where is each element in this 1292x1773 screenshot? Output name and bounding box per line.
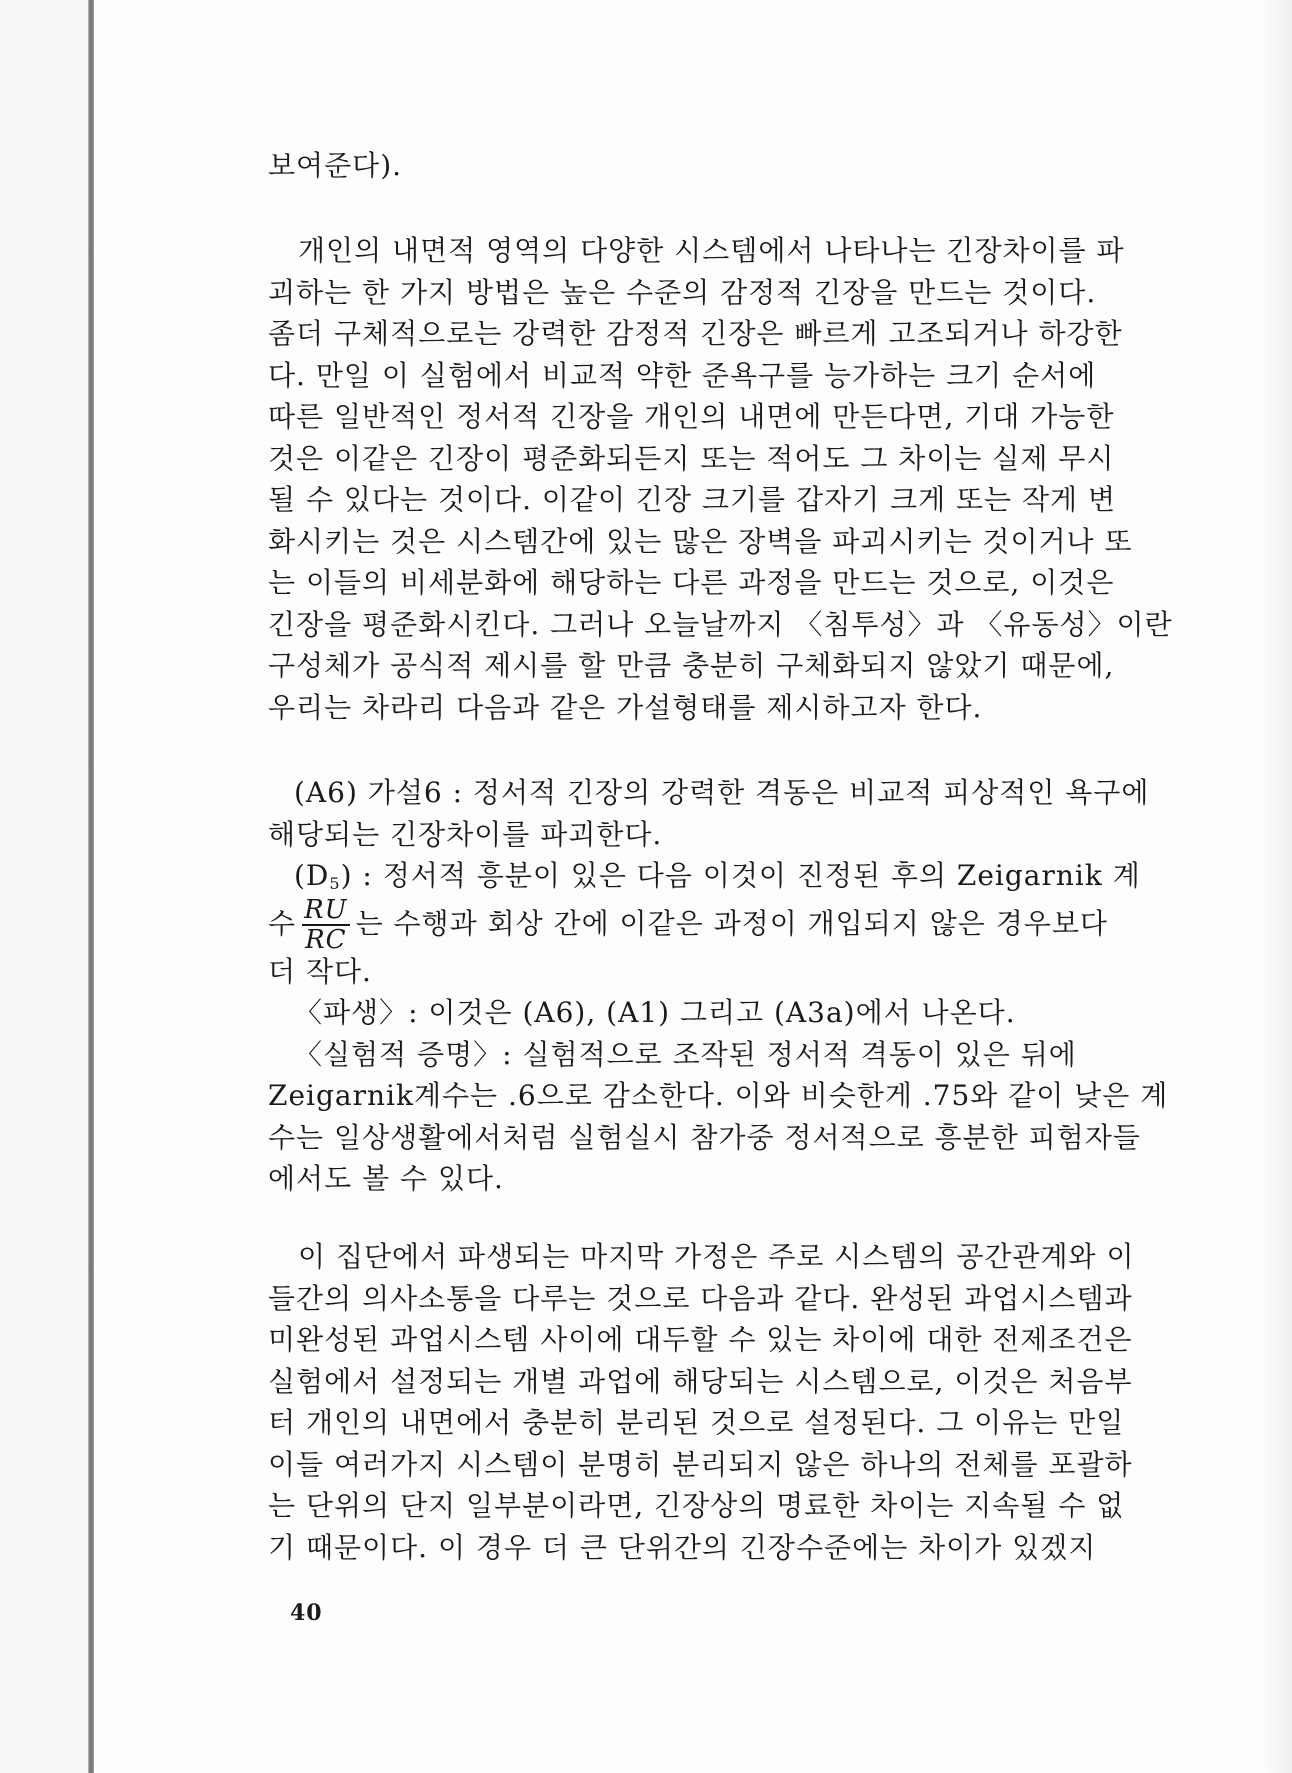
fraction-line xyxy=(268,895,1152,955)
fraction-denominator: RC xyxy=(305,925,347,955)
page-shade xyxy=(1262,0,1292,1773)
d5-rest: ) : 정서적 흥분이 있은 다음 이것이 진정된 후의 Zeigarnik 계 xyxy=(340,859,1141,892)
text-line: 들간의 의사소통을 다루는 것으로 다음과 같다. 완성된 과업시스템과 xyxy=(268,1281,1133,1315)
text-line: 것은 이같은 긴장이 평준화되든지 또는 적어도 그 차이는 실제 무시 xyxy=(268,441,1115,475)
zeigarnik-fraction xyxy=(302,897,350,953)
text-line: 기 때문이다. 이 경우 더 큰 단위간의 긴장수준에는 차이가 있겠지 xyxy=(268,1530,1097,1564)
book-binding xyxy=(0,0,92,1773)
text-line: 미완성된 과업시스템 사이에 대두할 수 있는 차이에 대한 전제조건은 xyxy=(268,1323,1133,1356)
text-line: 개인의 내면적 영역의 다양한 시스템에서 나타나는 긴장차이를 파 xyxy=(298,234,1125,267)
text-line: 실험에서 설정되는 개별 과업에 해당되는 시스템으로, 이것은 처음부 xyxy=(268,1364,1133,1398)
text-line: 우리는 차라리 다음과 같은 가설형태를 제시하고자 한다. xyxy=(268,690,983,724)
page-number: 40 xyxy=(290,1600,323,1626)
text-line: 긴장을 평준화시킨다. 그러나 오늘날까지 〈침투성〉과 〈유동성〉이란 xyxy=(268,607,1173,641)
proof-line: 수는 일상생활에서처럼 실험실시 참가중 정서적으로 흥분한 피험자들 xyxy=(268,1120,1141,1154)
hypothesis-block xyxy=(268,772,1169,1200)
d5-subscript: 5 xyxy=(329,874,341,893)
text-line: 될 수 있다는 것이다. 이같이 긴장 크기를 갑자기 크게 또는 작게 변 xyxy=(268,483,1117,516)
text-line: 터 개인의 내면에서 충분히 분리된 것으로 설정된다. 그 이유는 만일 xyxy=(268,1406,1125,1439)
text-line: 좀더 구체적으로는 강력한 감정적 긴장은 빠르게 고조되거나 하강한 xyxy=(268,317,1123,350)
text-line: 이 집단에서 파생되는 마지막 가정은 주로 시스템의 공간관계와 이 xyxy=(298,1240,1135,1273)
text-line: 구성체가 공식적 제시를 할 만큼 충분히 구체화되지 않았기 때문에, xyxy=(268,649,1115,682)
text-line: 괴하는 한 가지 방법은 높은 수준의 감정적 긴장을 만드는 것이다. xyxy=(268,275,1097,309)
text-line: 는 단위의 단지 일부분이라면, 긴장상의 명료한 차이는 지속될 수 없 xyxy=(268,1489,1125,1522)
proof-line: 에서도 볼 수 있다. xyxy=(268,1162,504,1195)
derivation-line: 〈파생〉: 이것은 (A6), (A1) 그리고 (A3a)에서 나온다. xyxy=(294,996,1016,1029)
text-line: 이들 여러가지 시스템이 분명히 분리되지 않은 하나의 전체를 포괄하 xyxy=(268,1447,1133,1481)
fraction-numerator: RU xyxy=(304,895,348,925)
proof-line: Zeigarnik계수는 .6으로 감소한다. 이와 비슷한게 .75와 같이 낮은 계 xyxy=(268,1079,1169,1112)
text-line: 다. 만일 이 실험에서 비교적 약한 준욕구를 능가하는 크기 순서에 xyxy=(268,358,1097,392)
fraction-suffix: 는 수행과 회상 간에 이같은 과정이 개입되지 않은 경우보다 xyxy=(355,906,1108,940)
paragraph-3 xyxy=(268,1236,1152,1568)
proof-line: 〈실험적 증명〉: 실험적으로 조작된 정서적 격동이 있은 뒤에 xyxy=(294,1037,1077,1071)
hypothesis-a6-line: (A6) 가설6 : 정서적 긴장의 강력한 격동은 비교적 피상적인 욕구에 xyxy=(294,776,1150,809)
text-line: 따른 일반적인 정서적 긴장을 개인의 내면에 만든다면, 기대 가능한 xyxy=(268,400,1115,433)
hypothesis-d5-line xyxy=(268,855,1152,897)
d5-label: (D xyxy=(294,859,330,892)
text-line: 화시키는 것은 시스템간에 있는 많은 장벽을 파괴시키는 것이거나 또 xyxy=(268,524,1133,558)
hypothesis-d5-end: 더 작다. xyxy=(268,954,372,988)
top-line-block xyxy=(268,145,1152,187)
text-line: 는 이들의 비세분화에 해당하는 다른 과정을 만드는 것으로, 이것은 xyxy=(268,566,1115,599)
paragraph-1 xyxy=(268,230,1173,728)
fraction-prefix: 수 xyxy=(268,906,297,940)
text-line: 보여준다). xyxy=(268,149,403,182)
hypothesis-a6-line: 해당되는 긴장차이를 파괴한다. xyxy=(268,817,663,851)
